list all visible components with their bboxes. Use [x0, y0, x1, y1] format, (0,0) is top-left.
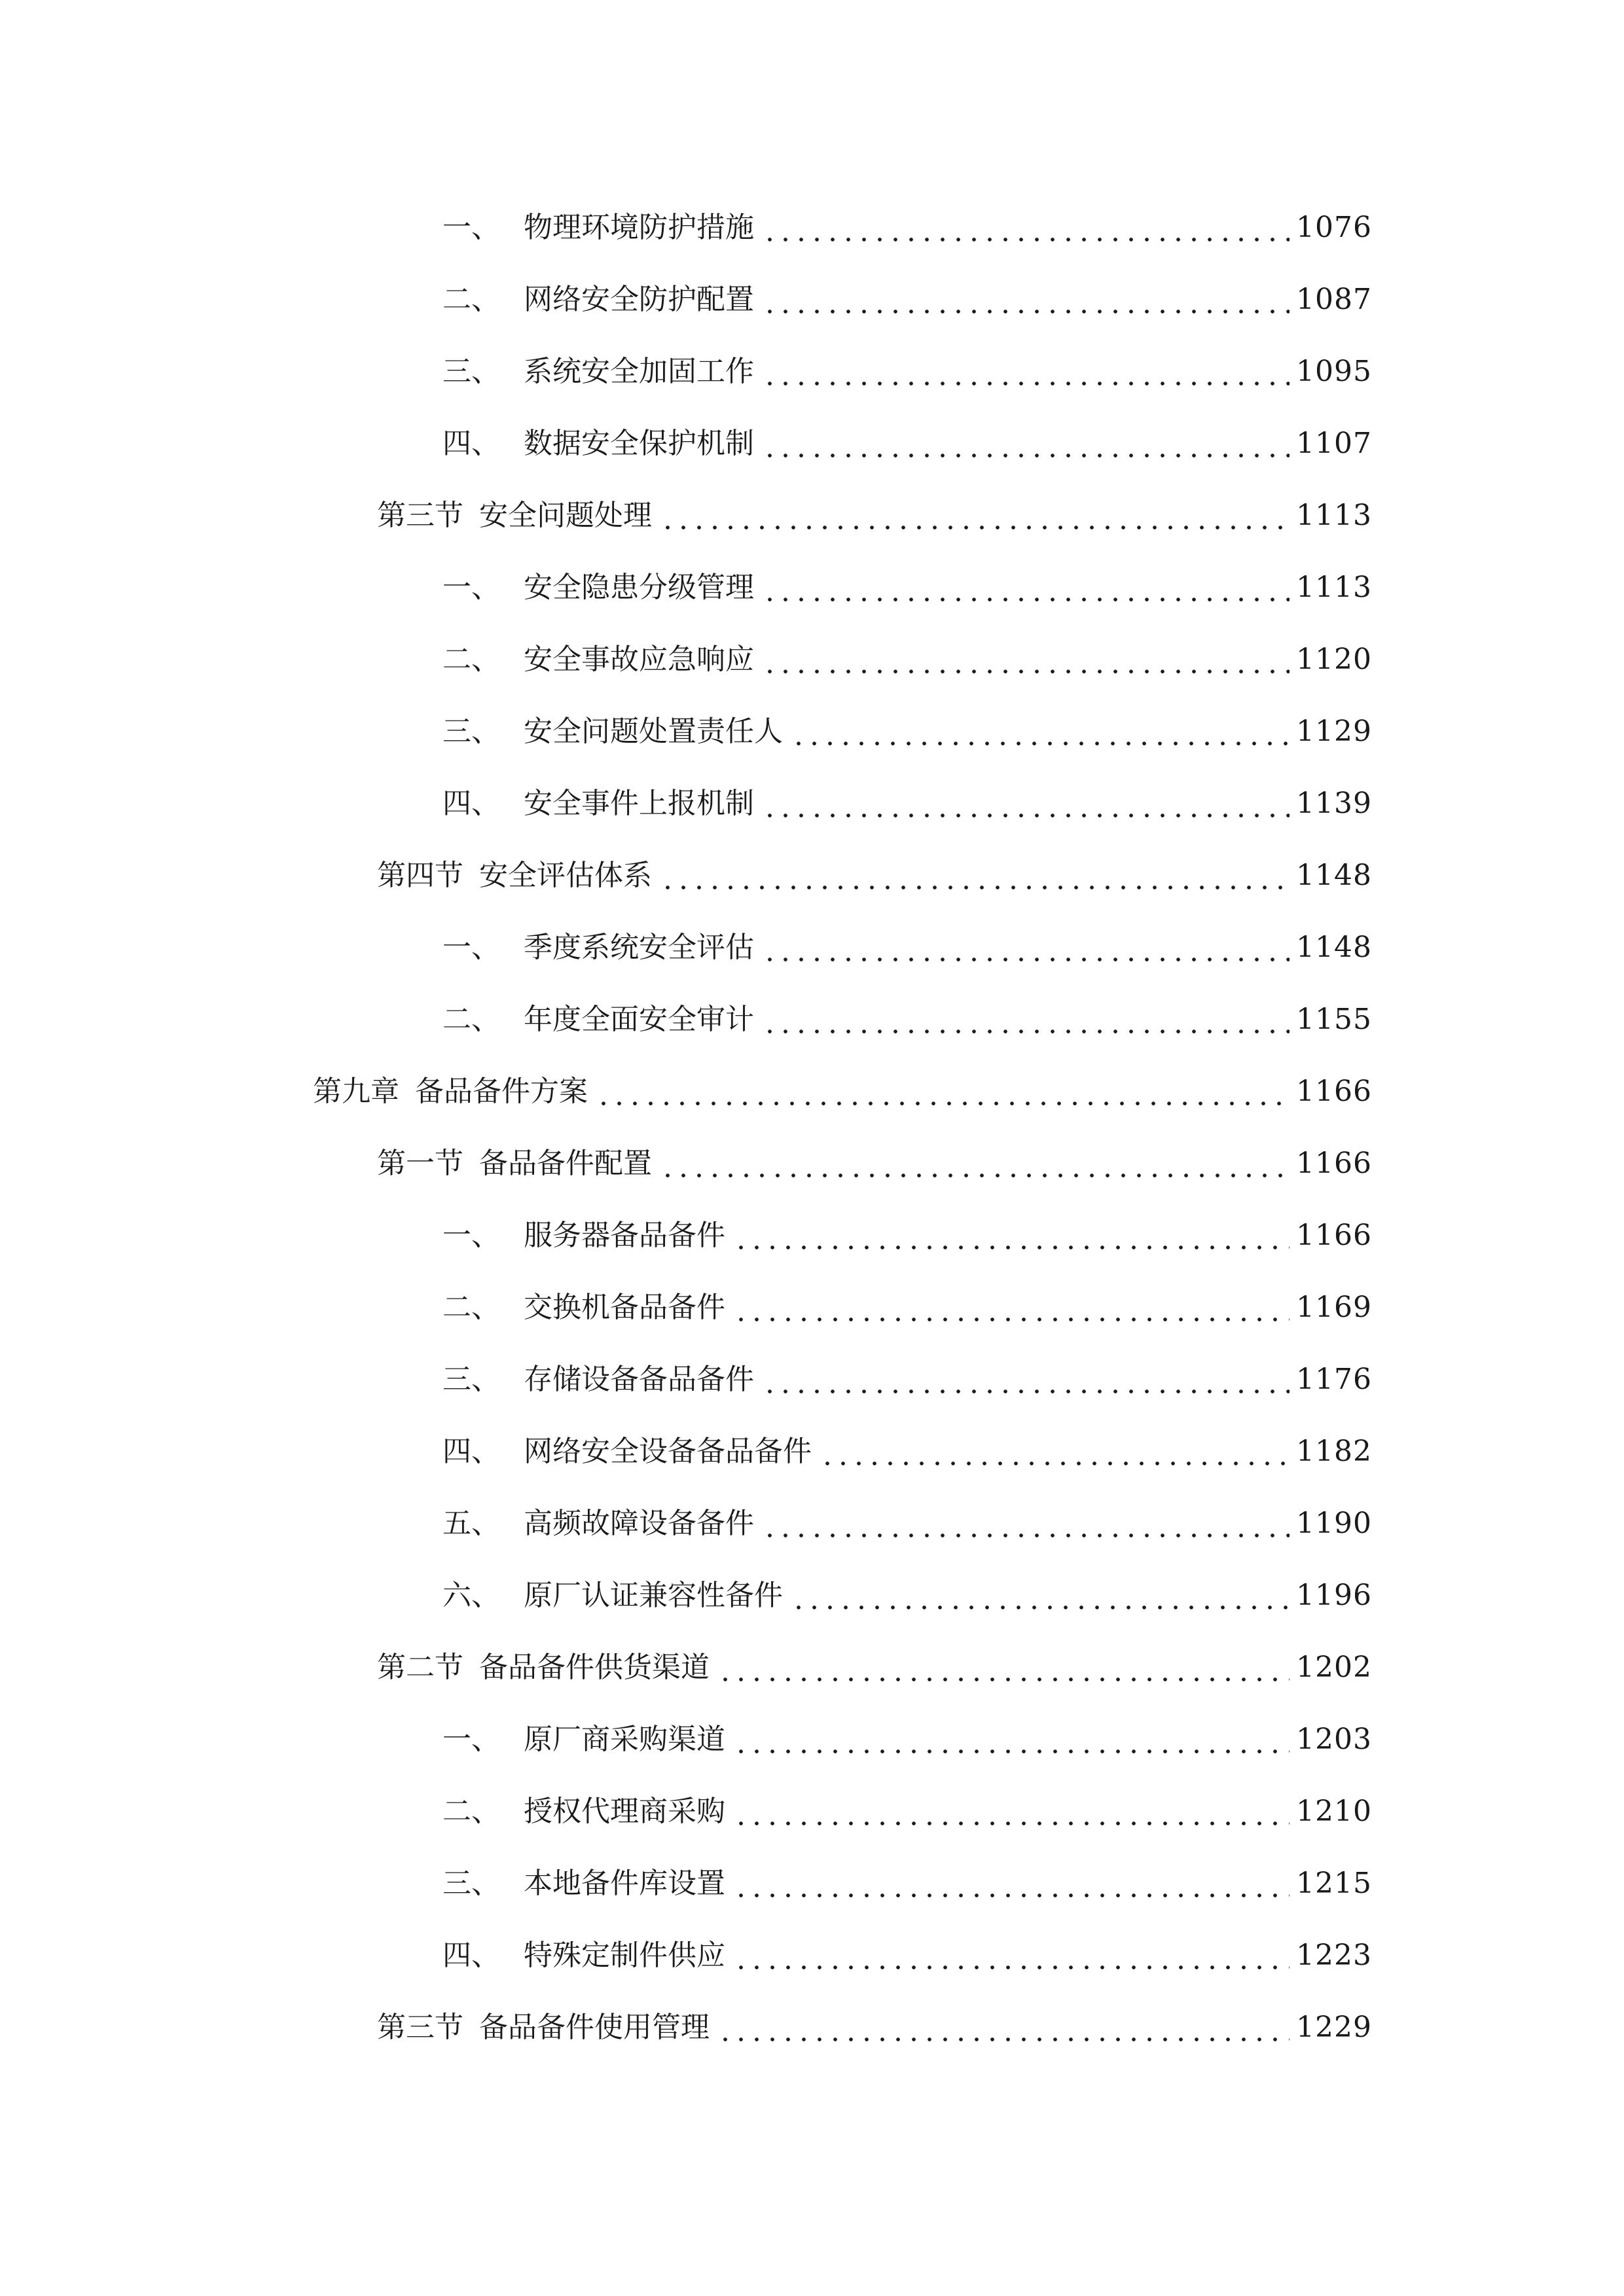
toc-entry[interactable]	[442, 1354, 1372, 1406]
toc-entry[interactable]	[313, 1066, 1372, 1118]
dot-leader	[660, 490, 1290, 542]
toc-entry-number: 三、	[442, 355, 500, 388]
toc-entry-number: 一、	[442, 1219, 500, 1252]
toc-entry-title: 季度系统安全评估	[524, 931, 754, 964]
toc-entry[interactable]	[442, 1210, 1372, 1262]
dot-leader	[762, 202, 1290, 254]
toc-entry[interactable]	[442, 922, 1372, 974]
dot-leader	[717, 1641, 1290, 1694]
dot-leader	[762, 274, 1290, 326]
dot-leader	[596, 1066, 1290, 1118]
toc-entry[interactable]	[377, 2001, 1372, 2054]
toc-entry-title: 备品备件方案	[415, 1075, 588, 1108]
toc-entry-number: 一、	[442, 931, 500, 964]
toc-entry[interactable]	[377, 1138, 1372, 1190]
toc-entry-title: 物理环境防护措施	[524, 211, 754, 244]
toc-entry-page: 1139	[1296, 787, 1372, 820]
toc-entry-number: 四、	[442, 1435, 500, 1468]
dot-leader	[660, 1138, 1290, 1190]
toc-entry[interactable]	[442, 1570, 1372, 1622]
toc-entry[interactable]	[442, 1713, 1372, 1766]
toc-entry-number: 第三节	[377, 499, 463, 532]
toc-entry-page: 1129	[1296, 715, 1372, 748]
toc-entry-title: 系统安全加固工作	[524, 355, 754, 388]
toc-entry-number: 三、	[442, 1867, 500, 1900]
toc-entry-title: 安全事件上报机制	[524, 787, 754, 820]
toc-entry-number: 四、	[442, 427, 500, 460]
toc-entry-title: 高频故障设备备件	[524, 1507, 754, 1540]
toc-entry-title: 授权代理商采购	[524, 1795, 725, 1828]
toc-entry[interactable]	[442, 1498, 1372, 1550]
toc-entry[interactable]	[377, 850, 1372, 902]
dot-leader	[762, 418, 1290, 470]
toc-entry-page: 1215	[1296, 1867, 1372, 1900]
toc-entry-title: 网络安全防护配置	[524, 283, 754, 316]
toc-entry-number: 二、	[442, 1291, 500, 1324]
toc-entry-page: 1202	[1296, 1651, 1372, 1684]
dot-leader	[762, 634, 1290, 686]
toc-entry-number: 三、	[442, 715, 500, 748]
dot-leader	[733, 1713, 1290, 1766]
toc-entry-number: 第三节	[377, 2011, 463, 2044]
toc-entry-page: 1076	[1296, 211, 1372, 244]
toc-entry-title: 安全评估体系	[479, 859, 652, 892]
toc-entry[interactable]	[442, 562, 1372, 614]
toc-entry-number: 六、	[442, 1579, 500, 1612]
toc-entry-title: 安全问题处理	[479, 499, 652, 532]
toc-entry-title: 年度全面安全审计	[524, 1003, 754, 1036]
toc-entry-title: 备品备件配置	[479, 1147, 652, 1180]
toc-entry-page: 1166	[1296, 1075, 1372, 1108]
toc-entry[interactable]	[442, 1857, 1372, 1910]
toc-entry-page: 1148	[1296, 859, 1372, 892]
toc-entry[interactable]	[442, 706, 1372, 758]
toc-entry-number: 二、	[442, 1795, 500, 1828]
toc-entry-page: 1148	[1296, 931, 1372, 964]
dot-leader	[733, 1282, 1290, 1334]
toc-entry-page: 1190	[1296, 1507, 1372, 1540]
toc-entry-number: 四、	[442, 787, 500, 820]
toc-entry-number: 第九章	[313, 1075, 399, 1108]
dot-leader	[820, 1426, 1290, 1478]
toc-entry[interactable]	[442, 202, 1372, 254]
dot-leader	[762, 778, 1290, 830]
toc-entry-title: 安全隐患分级管理	[524, 571, 754, 604]
toc-entry-number: 二、	[442, 1003, 500, 1036]
toc-entry-number: 第一节	[377, 1147, 463, 1180]
toc-entry-title: 原厂认证兼容性备件	[524, 1579, 783, 1612]
toc-entry[interactable]	[442, 994, 1372, 1046]
toc-entry-number: 三、	[442, 1363, 500, 1396]
toc-entry-page: 1166	[1296, 1147, 1372, 1180]
toc-entry-page: 1203	[1296, 1723, 1372, 1756]
toc-entry-page: 1113	[1296, 499, 1372, 532]
toc-entry-page: 1210	[1296, 1795, 1372, 1828]
dot-leader	[733, 1929, 1290, 1982]
toc-entry-number: 二、	[442, 643, 500, 676]
toc-entry-title: 安全问题处置责任人	[524, 715, 783, 748]
toc-entry-title: 数据安全保护机制	[524, 427, 754, 460]
toc-entry-page: 1196	[1296, 1579, 1372, 1612]
toc-entry[interactable]	[442, 346, 1372, 398]
dot-leader	[733, 1857, 1290, 1910]
toc-entry-title: 安全事故应急响应	[524, 643, 754, 676]
dot-leader	[733, 1210, 1290, 1262]
toc-entry-page: 1166	[1296, 1219, 1372, 1252]
dot-leader	[733, 1785, 1290, 1838]
toc-entry-title: 本地备件库设置	[524, 1867, 725, 1900]
toc-entry[interactable]	[442, 274, 1372, 326]
toc-entry-number: 二、	[442, 283, 500, 316]
dot-leader	[762, 1354, 1290, 1406]
dot-leader	[791, 1570, 1290, 1622]
toc-entry[interactable]	[442, 1282, 1372, 1334]
toc-entry-page: 1087	[1296, 283, 1372, 316]
toc-entry[interactable]	[442, 418, 1372, 470]
toc-entry-title: 原厂商采购渠道	[524, 1723, 725, 1756]
toc-entry-page: 1176	[1296, 1363, 1372, 1396]
toc-entry-number: 五、	[442, 1507, 500, 1540]
toc-entry[interactable]	[377, 1641, 1372, 1694]
toc-entry-page: 1229	[1296, 2011, 1372, 2044]
toc-entry-page: 1182	[1296, 1435, 1372, 1468]
dot-leader	[717, 2001, 1290, 2054]
toc-entry-number: 一、	[442, 1723, 500, 1756]
toc-entry-number: 一、	[442, 571, 500, 604]
toc-entry-page: 1107	[1296, 427, 1372, 460]
dot-leader	[762, 562, 1290, 614]
toc-entry-page: 1120	[1296, 643, 1372, 676]
toc-entry-page: 1095	[1296, 355, 1372, 388]
toc-entry-page: 1223	[1296, 1939, 1372, 1972]
toc-entry[interactable]	[442, 634, 1372, 686]
toc-entry-title: 特殊定制件供应	[524, 1939, 725, 1972]
toc-entry-page: 1113	[1296, 571, 1372, 604]
dot-leader	[762, 1498, 1290, 1550]
dot-leader	[791, 706, 1290, 758]
toc-entry-number: 第二节	[377, 1651, 463, 1684]
toc-entry-title: 存储设备备品备件	[524, 1363, 754, 1396]
toc-entry[interactable]	[377, 490, 1372, 542]
toc-entry[interactable]	[442, 1929, 1372, 1982]
toc-entry-page: 1155	[1296, 1003, 1372, 1036]
toc-entry-title: 网络安全设备备品备件	[524, 1435, 812, 1468]
toc-entry-number: 第四节	[377, 859, 463, 892]
toc-entry[interactable]	[442, 1785, 1372, 1838]
toc-entry-number: 四、	[442, 1939, 500, 1972]
toc-entry-title: 服务器备品备件	[524, 1219, 725, 1252]
dot-leader	[660, 850, 1290, 902]
toc-entry[interactable]	[442, 778, 1372, 830]
dot-leader	[762, 922, 1290, 974]
dot-leader	[762, 994, 1290, 1046]
toc-entry-title: 备品备件供货渠道	[479, 1651, 710, 1684]
dot-leader	[762, 346, 1290, 398]
toc-entry-title: 备品备件使用管理	[479, 2011, 710, 2044]
toc-entry-title: 交换机备品备件	[524, 1291, 725, 1324]
toc-entry[interactable]	[442, 1426, 1372, 1478]
toc-entry-number: 一、	[442, 211, 500, 244]
toc-entry-page: 1169	[1296, 1291, 1372, 1324]
